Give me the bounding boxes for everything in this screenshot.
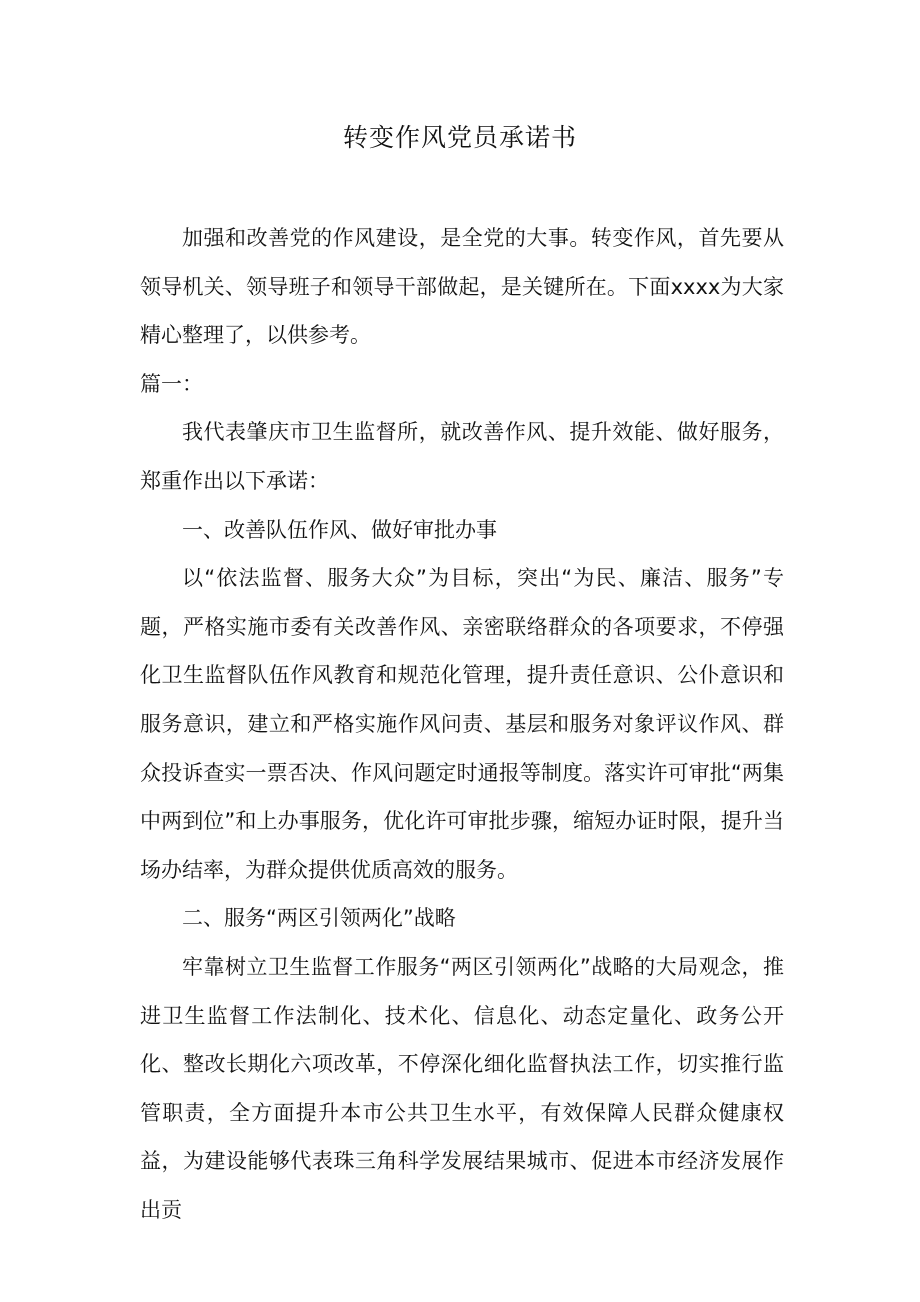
intro-paragraph: 加强和改善党的作风建设，是全党的大事。转变作风，首先要从领导机关、领导班子和领导干部做起，是关键所在。下面xxxx为大家精心整理了，以供参考。 xyxy=(140,226,784,348)
section-label: 篇一： xyxy=(140,371,203,396)
heading-two: 二、服务“两区引领两化”战略 xyxy=(182,906,456,931)
document-title: 转变作风党员承诺书 xyxy=(342,123,577,152)
heading-one: 一、改善队伍作风、做好审批办事 xyxy=(182,517,497,542)
document-body xyxy=(140,214,784,1234)
heading-one-paragraph: 以“依法监督、服务大众”为目标，突出“为民、廉洁、服务”专题，严格实施市委有关改善作风、亲密联络群众的各项要求，不停强化卫生监督队伍作风教育和规范化管理，提升责任意识、公仆意识和服务意识，建立和严格实施作风问责、基层和服务对象评议作风、群众投诉查实一票否决、作风问题定时通报等制度。落实许可审批“两集中两到位”和上办事服务，优化许可审批步骤，缩短办证时限，提升当场办结率，为群众提供优质高效的服务。 xyxy=(140,566,784,882)
heading-two-paragraph: 牢靠树立卫生监督工作服务“两区引领两化”战略的大局观念，推进卫生监督工作法制化、技术化、信息化、动态定量化、政务公开化、整改长期化六项改革，不停深化细化监督执法工作，切实推行监管职责，全方面提升本市公共卫生水平，有效保障人民群众健康权益，为建设能够代表珠三角科学发展结果城市、促进本市经济发展作出贡 xyxy=(140,954,784,1222)
commitment-paragraph: 我代表肇庆市卫生监督所，就改善作风、提升效能、做好服务，郑重作出以下承诺： xyxy=(140,420,784,493)
